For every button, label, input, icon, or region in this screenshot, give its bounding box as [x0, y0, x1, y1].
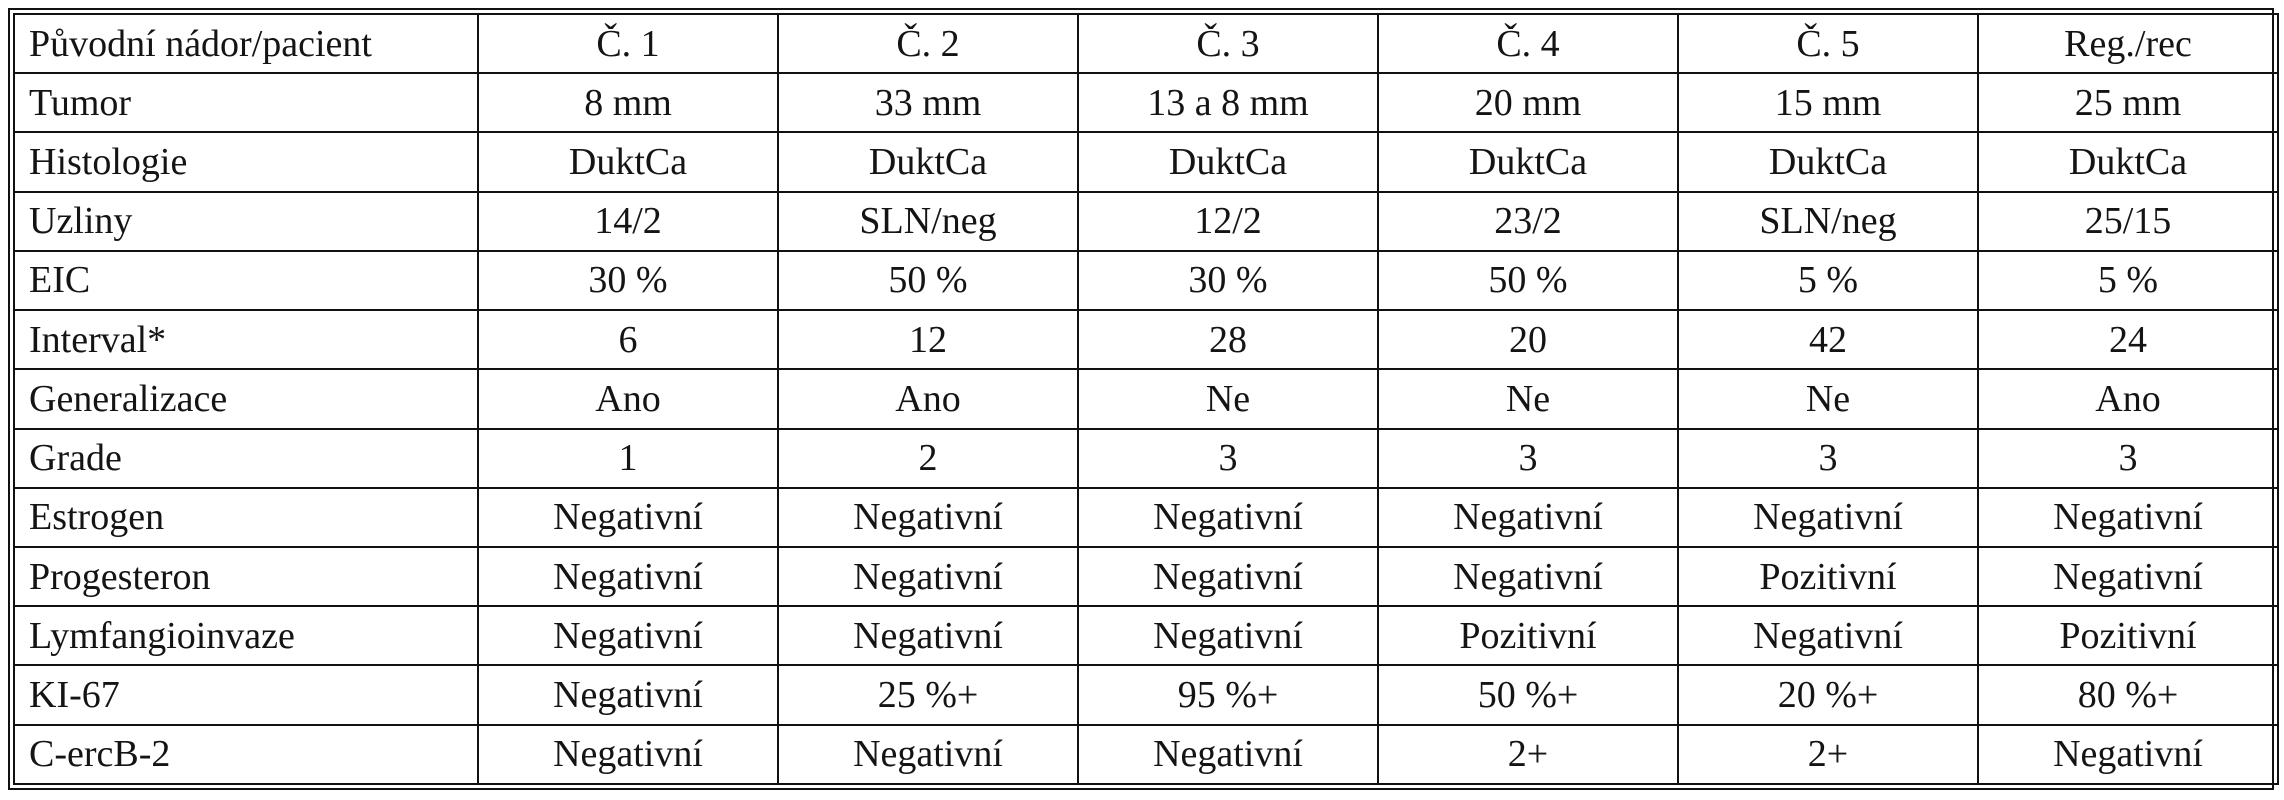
table-cell: 12/2 [1078, 192, 1378, 251]
table-row [14, 251, 2278, 310]
table-cell: 3 [1078, 429, 1378, 488]
table-cell: DuktCa [1078, 132, 1378, 191]
table-cell: Pozitivní [1678, 547, 1978, 606]
table-cell: Negativní [1078, 606, 1378, 665]
table-row [14, 132, 2278, 191]
table-row [14, 369, 2278, 428]
table-cell: 25/15 [1978, 192, 2278, 251]
table-cell: 2+ [1678, 725, 1978, 784]
table-row [14, 310, 2278, 369]
table-cell: 25 %+ [778, 665, 1078, 724]
table-cell: SLN/neg [778, 192, 1078, 251]
table-cell: Ano [1978, 369, 2278, 428]
table-cell: 8 mm [478, 73, 778, 132]
table-row [14, 547, 2278, 606]
table-row [14, 429, 2278, 488]
row-label: Uzliny [14, 192, 478, 251]
table-cell: 5 % [1678, 251, 1978, 310]
row-label: Grade [14, 429, 478, 488]
table-cell: 95 %+ [1078, 665, 1378, 724]
row-label: Progesteron [14, 547, 478, 606]
table-row [14, 73, 2278, 132]
table-cell: 24 [1978, 310, 2278, 369]
table-cell: Ano [478, 369, 778, 428]
table-cell: DuktCa [478, 132, 778, 191]
table-cell: 50 % [778, 251, 1078, 310]
table-cell: Negativní [778, 606, 1078, 665]
table-cell: 5 % [1978, 251, 2278, 310]
row-label: KI-67 [14, 665, 478, 724]
table-cell: 50 % [1378, 251, 1678, 310]
table-cell: 2+ [1378, 725, 1678, 784]
table-cell: Ne [1078, 369, 1378, 428]
table-row [14, 665, 2278, 724]
header-cell-row-label: Původní nádor/pacient [14, 14, 478, 73]
table-cell: 30 % [478, 251, 778, 310]
table-cell: Negativní [1078, 488, 1378, 547]
table-row [14, 725, 2278, 784]
table-cell: DuktCa [1678, 132, 1978, 191]
table-row [14, 488, 2278, 547]
table-cell: Ne [1678, 369, 1978, 428]
table-row [14, 192, 2278, 251]
table-cell: Negativní [478, 725, 778, 784]
table-cell: 30 % [1078, 251, 1378, 310]
table-cell: DuktCa [1978, 132, 2278, 191]
table-cell: 23/2 [1378, 192, 1678, 251]
table-cell: Negativní [1678, 606, 1978, 665]
table-cell: 33 mm [778, 73, 1078, 132]
table-cell: Negativní [1978, 488, 2278, 547]
table-cell: Negativní [478, 665, 778, 724]
table-cell: 15 mm [1678, 73, 1978, 132]
table-cell: 20 mm [1378, 73, 1678, 132]
table-cell: DuktCa [1378, 132, 1678, 191]
table-cell: Negativní [778, 725, 1078, 784]
table-cell: Pozitivní [1978, 606, 2278, 665]
header-cell-patient-1: Č. 1 [478, 14, 778, 73]
table-cell: 13 a 8 mm [1078, 73, 1378, 132]
table-cell: Negativní [778, 488, 1078, 547]
header-cell-patient-5: Č. 5 [1678, 14, 1978, 73]
header-cell-patient-2: Č. 2 [778, 14, 1078, 73]
table-cell: Negativní [1078, 547, 1378, 606]
row-label: Generalizace [14, 369, 478, 428]
table-cell: 12 [778, 310, 1078, 369]
table-cell: 50 %+ [1378, 665, 1678, 724]
table-cell: 3 [1678, 429, 1978, 488]
table-header-row [14, 14, 2278, 73]
table-cell: SLN/neg [1678, 192, 1978, 251]
table-cell: 14/2 [478, 192, 778, 251]
table-cell: 28 [1078, 310, 1378, 369]
table-cell: 3 [1378, 429, 1678, 488]
table-cell: 25 mm [1978, 73, 2278, 132]
row-label: Tumor [14, 73, 478, 132]
row-label: Interval* [14, 310, 478, 369]
table-cell: Negativní [1078, 725, 1378, 784]
table-cell: Negativní [1678, 488, 1978, 547]
table-row [14, 606, 2278, 665]
table-cell: Negativní [1978, 725, 2278, 784]
table-cell: 2 [778, 429, 1078, 488]
header-cell-reg-rec: Reg./rec [1978, 14, 2278, 73]
table-cell: 6 [478, 310, 778, 369]
table-cell: Negativní [1378, 547, 1678, 606]
table-cell: Negativní [1978, 547, 2278, 606]
table-frame [8, 8, 2274, 790]
table-cell: Negativní [478, 488, 778, 547]
header-cell-patient-3: Č. 3 [1078, 14, 1378, 73]
row-label: C-ercB-2 [14, 725, 478, 784]
table-body [14, 14, 2278, 784]
row-label: Lymfangioinvaze [14, 606, 478, 665]
row-label: Histologie [14, 132, 478, 191]
table-cell: 20 [1378, 310, 1678, 369]
table-cell: Ano [778, 369, 1078, 428]
table-cell: Negativní [1378, 488, 1678, 547]
table-cell: Negativní [478, 547, 778, 606]
table-cell: 80 %+ [1978, 665, 2278, 724]
table-cell: Negativní [778, 547, 1078, 606]
table-cell: Ne [1378, 369, 1678, 428]
header-cell-patient-4: Č. 4 [1378, 14, 1678, 73]
tumor-comparison-table [13, 13, 2279, 785]
table-cell: Negativní [478, 606, 778, 665]
table-cell: 1 [478, 429, 778, 488]
table-cell: DuktCa [778, 132, 1078, 191]
row-label: Estrogen [14, 488, 478, 547]
row-label: EIC [14, 251, 478, 310]
table-cell: Pozitivní [1378, 606, 1678, 665]
table-cell: 20 %+ [1678, 665, 1978, 724]
table-cell: 42 [1678, 310, 1978, 369]
table-cell: 3 [1978, 429, 2278, 488]
